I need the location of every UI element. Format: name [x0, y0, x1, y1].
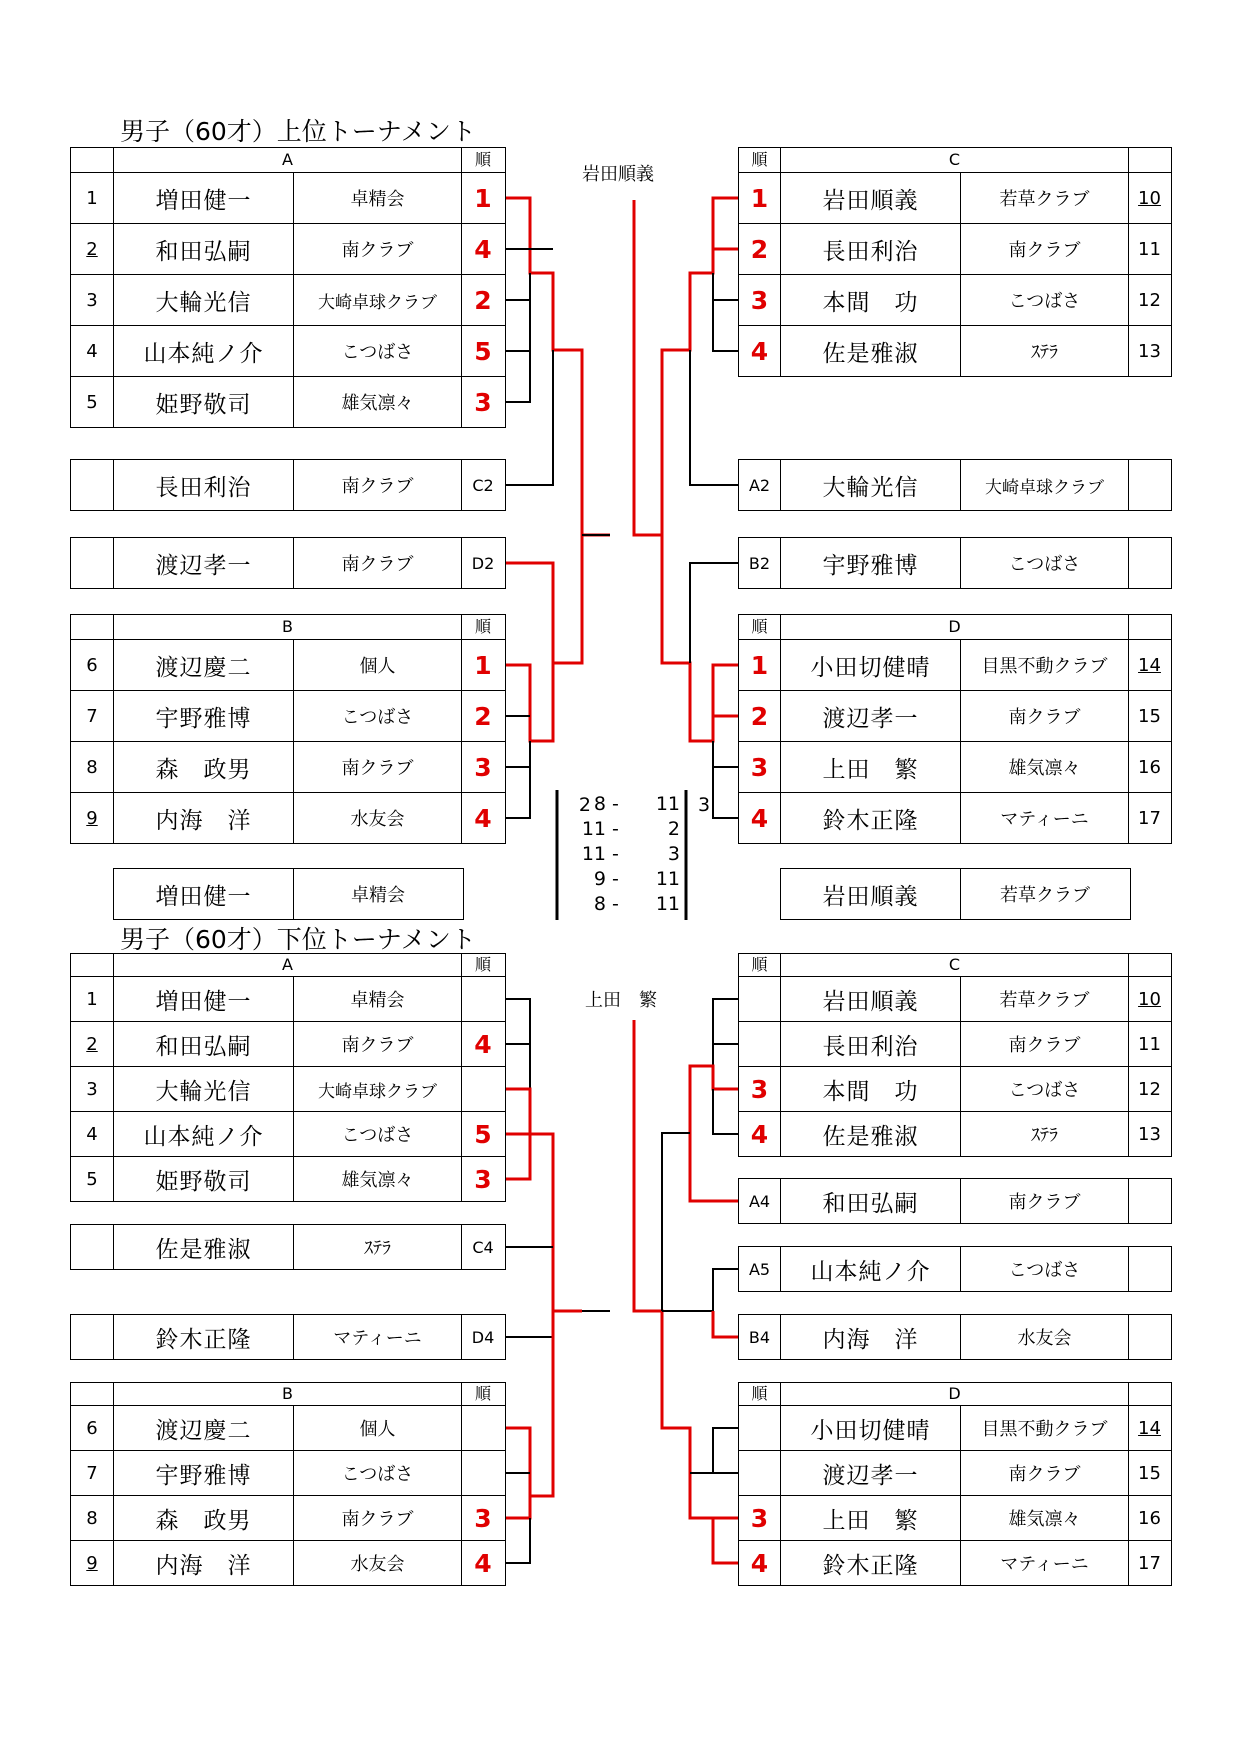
set2-right: 2 [667, 818, 680, 840]
player-name: 長田利治 [114, 460, 294, 510]
player-name: 本間 功 [781, 275, 961, 325]
player-club: 南クラブ [294, 1022, 462, 1066]
player-rank: 3 [739, 1496, 781, 1540]
player-no: 17 [1138, 807, 1161, 829]
player-club: 個人 [294, 1406, 462, 1450]
bracket-line [662, 1133, 690, 1311]
player-rank: 3 [474, 387, 492, 417]
player-name: 佐是雅淑 [781, 326, 961, 376]
player-name: 鈴木正隆 [781, 1541, 961, 1585]
player-rank: 5 [474, 336, 492, 366]
rank-header: 順 [739, 148, 781, 172]
player-no: 8 [71, 742, 114, 792]
player-name: 小田切健晴 [781, 1406, 961, 1450]
bracket-line [713, 1089, 738, 1134]
bracket-line [713, 273, 738, 300]
player-club: 若草クラブ [1000, 885, 1090, 906]
player-name: 長田利治 [781, 224, 961, 274]
player-name: 小田切健晴 [781, 640, 961, 690]
player-name: 大輪光信 [781, 460, 961, 510]
player-club: 目黒不動クラブ [961, 640, 1129, 690]
seed-code: C2 [472, 475, 494, 495]
set3-right: 3 [667, 843, 680, 865]
player-name: 山本純ノ介 [114, 326, 294, 376]
player-name: 姫野敬司 [114, 1157, 294, 1201]
player-rank: 4 [739, 326, 781, 376]
bracket-line [506, 1311, 553, 1496]
bracket-line [713, 767, 738, 818]
bracket-line [506, 1518, 530, 1563]
player-club: こつばさ [961, 1247, 1129, 1291]
player-name: 内海 洋 [114, 1541, 294, 1585]
player-name: 岩田順義 [781, 869, 961, 919]
player-club: こつばさ [294, 691, 462, 741]
group-label: A [114, 148, 462, 172]
player-no: 12 [1138, 289, 1161, 311]
player-name: 和田弘嗣 [114, 1022, 294, 1066]
rank-header: 順 [474, 150, 491, 169]
player-no: 7 [71, 1451, 114, 1495]
player-name: 増田健一 [114, 869, 294, 919]
player-no: 12 [1138, 1078, 1161, 1100]
seed-code: D2 [471, 553, 495, 573]
bracket-line [506, 1089, 582, 1311]
bracket-line [506, 535, 582, 741]
player-no: 11 [1138, 1033, 1161, 1055]
seed-code: C4 [472, 1237, 494, 1257]
player-no: 10 [1138, 187, 1161, 209]
player-no: 16 [1138, 1507, 1161, 1529]
player-rank: 4 [739, 793, 781, 843]
player-club: 水友会 [294, 1541, 462, 1585]
player-club: こつばさ [961, 1067, 1129, 1111]
player-club: 南クラブ [961, 1179, 1129, 1223]
player-name: 佐是雅淑 [781, 1112, 961, 1156]
player-club: 南クラブ [294, 460, 462, 510]
player-rank: 4 [474, 1548, 492, 1578]
group-label: B [114, 1383, 462, 1405]
player-club: 南クラブ [294, 224, 462, 274]
player-club: 南クラブ [294, 1496, 462, 1540]
player-name: 宇野雅博 [114, 691, 294, 741]
player-no: 14 [1138, 1417, 1161, 1439]
player-club: 水友会 [961, 1315, 1129, 1359]
bracket-line [506, 351, 530, 402]
player-no: 2 [71, 224, 114, 274]
player-name: 上田 繁 [781, 742, 961, 792]
player-club: 南クラブ [961, 691, 1129, 741]
player-no: 13 [1138, 1123, 1161, 1145]
player-rank: 4 [739, 1541, 781, 1585]
player-no: 10 [1138, 988, 1161, 1010]
player-name: 岩田順義 [781, 173, 961, 223]
player-club: こつばさ [294, 1451, 462, 1495]
set3-left: 11 [581, 843, 606, 865]
player-no: 1 [71, 977, 114, 1021]
player-name: 渡辺慶二 [114, 640, 294, 690]
player-name: 渡辺慶二 [114, 1406, 294, 1450]
player-club: マティーニ [294, 1315, 462, 1359]
player-rank: 1 [474, 183, 492, 213]
group-label: A [114, 954, 462, 976]
player-club: 目黒不動クラブ [961, 1406, 1129, 1450]
player-no: 6 [71, 640, 114, 690]
player-club: 南クラブ [294, 538, 462, 588]
upper-title: 男子（60才）上位トーナメント [120, 117, 476, 146]
player-rank: 1 [739, 640, 781, 690]
player-rank: 4 [739, 1112, 781, 1156]
player-no: 14 [1138, 654, 1161, 676]
player-club: 南クラブ [961, 1022, 1129, 1066]
bracket-line [506, 767, 530, 818]
player-rank: 3 [474, 1503, 492, 1533]
group-label: D [781, 615, 1129, 639]
set4-dash: - [612, 868, 619, 890]
rank-header: 順 [474, 617, 491, 636]
player-name: 大輪光信 [114, 1067, 294, 1111]
set3-dash: - [612, 843, 619, 865]
player-no: 5 [71, 377, 114, 427]
bracket-line [713, 999, 738, 1044]
player-club: 個人 [294, 640, 462, 690]
bracket-line [506, 300, 530, 351]
player-club: 若草クラブ [961, 977, 1129, 1021]
player-club: マティーニ [961, 793, 1129, 843]
seed-code: A5 [739, 1247, 781, 1291]
bracket-line [713, 716, 738, 741]
bracket-line [713, 300, 738, 351]
player-club: 雄気凛々 [961, 742, 1129, 792]
player-club: 雄気凛々 [294, 377, 462, 427]
player-name: 本間 功 [781, 1067, 961, 1111]
player-name: 鈴木正隆 [114, 1315, 294, 1359]
player-name: 上田 繁 [781, 1496, 961, 1540]
final-sets-left: 2 [578, 794, 591, 816]
player-name: 内海 洋 [114, 793, 294, 843]
player-rank: 1 [474, 650, 492, 680]
player-club: こつばさ [294, 1112, 462, 1156]
player-name: 内海 洋 [781, 1315, 961, 1359]
bracket-line [713, 249, 738, 273]
group-label: C [781, 954, 1129, 976]
bracket-line [713, 1518, 738, 1563]
player-no: 8 [71, 1496, 114, 1540]
player-name: 渡辺孝一 [781, 691, 961, 741]
player-name: 和田弘嗣 [781, 1179, 961, 1223]
bracket-line [713, 1044, 738, 1089]
player-name: 増田健一 [114, 977, 294, 1021]
player-club: 南クラブ [961, 1451, 1129, 1495]
bracket-line [690, 350, 738, 485]
bracket-line [506, 1311, 553, 1337]
player-rank: 2 [474, 285, 492, 315]
set1-dash: - [612, 793, 619, 815]
player-club: こつばさ [961, 538, 1129, 588]
player-name: 長田利治 [781, 1022, 961, 1066]
player-no: 15 [1138, 1462, 1161, 1484]
player-no: 9 [71, 1541, 114, 1585]
player-name: 山本純ノ介 [114, 1112, 294, 1156]
player-no: 15 [1138, 705, 1161, 727]
player-rank: 4 [474, 1029, 492, 1059]
final-sets-right: 3 [698, 794, 711, 816]
bracket-line [713, 1311, 738, 1337]
player-name: 宇野雅博 [781, 538, 961, 588]
player-rank: 5 [474, 1119, 492, 1149]
lower-winner: 上田 繁 [585, 990, 657, 1011]
bracket-line [690, 1428, 738, 1473]
set5-right: 11 [655, 893, 680, 915]
group-label: D [781, 1383, 1129, 1405]
player-no: 4 [71, 326, 114, 376]
player-name: 森 政男 [114, 742, 294, 792]
player-no: 3 [71, 1067, 114, 1111]
player-club: 卓精会 [351, 885, 405, 906]
seed-code: A4 [739, 1179, 781, 1223]
player-no: 1 [71, 173, 114, 223]
player-rank: 3 [739, 275, 781, 325]
player-club: 雄気凛々 [294, 1157, 462, 1201]
player-name: 岩田順義 [781, 977, 961, 1021]
bracket-line [634, 200, 738, 741]
bracket-line [713, 1269, 738, 1337]
player-club: 南クラブ [961, 224, 1129, 274]
player-rank: 2 [739, 691, 781, 741]
player-name: 佐是雅淑 [114, 1225, 294, 1269]
player-club: 雄気凛々 [961, 1496, 1129, 1540]
lower-title: 男子（60才）下位トーナメント [120, 925, 476, 954]
player-name: 和田弘嗣 [114, 224, 294, 274]
seed-code: B2 [739, 538, 781, 588]
bracket-line [506, 1496, 530, 1518]
player-club: ｽﾃﾗ [294, 1225, 462, 1269]
player-no: 7 [71, 691, 114, 741]
player-name: 森 政男 [114, 1496, 294, 1540]
bracket-line [506, 1134, 530, 1179]
bracket-line [506, 273, 530, 300]
player-rank: 3 [474, 752, 492, 782]
player-club: 大崎卓球クラブ [961, 460, 1129, 510]
player-no: 3 [71, 275, 114, 325]
player-club: 水友会 [294, 793, 462, 843]
player-no: 5 [71, 1157, 114, 1201]
player-rank: 3 [474, 1164, 492, 1194]
player-rank: 3 [739, 1067, 781, 1111]
player-rank: 1 [739, 173, 781, 223]
player-rank: 4 [474, 803, 492, 833]
group-label: C [781, 148, 1129, 172]
player-club: こつばさ [294, 326, 462, 376]
seed-code: D4 [471, 1327, 495, 1347]
set1-left: 8 [593, 793, 606, 815]
set2-left: 11 [581, 818, 606, 840]
set5-dash: - [612, 893, 619, 915]
player-club: 大崎卓球クラブ [294, 275, 462, 325]
player-name: 大輪光信 [114, 275, 294, 325]
player-no: 13 [1138, 340, 1161, 362]
player-club: ｽﾃﾗ [961, 326, 1129, 376]
player-club: 南クラブ [294, 742, 462, 792]
player-name: 鈴木正隆 [781, 793, 961, 843]
player-no: 11 [1138, 238, 1161, 260]
player-club: 卓精会 [294, 173, 462, 223]
seed-code: A2 [739, 460, 781, 510]
player-no: 9 [71, 793, 114, 843]
player-club: ｽﾃﾗ [961, 1112, 1129, 1156]
bracket-line [713, 741, 738, 767]
rank-header: 順 [474, 1384, 491, 1403]
player-rank: 2 [474, 701, 492, 731]
bracket-line [506, 741, 530, 767]
player-no: 17 [1138, 1552, 1161, 1574]
player-rank: 2 [739, 224, 781, 274]
player-rank: 4 [474, 234, 492, 264]
player-name: 増田健一 [114, 173, 294, 223]
rank-header: 順 [739, 954, 781, 976]
rank-header: 順 [739, 1383, 781, 1405]
player-name: 渡辺孝一 [114, 538, 294, 588]
player-name: 山本純ノ介 [781, 1247, 961, 1291]
set4-right: 11 [655, 868, 680, 890]
player-club: 卓精会 [294, 977, 462, 1021]
bracket-line [662, 1269, 738, 1311]
player-club: 若草クラブ [961, 173, 1129, 223]
player-no: 6 [71, 1406, 114, 1450]
upper-winner: 岩田順義 [582, 164, 654, 185]
player-club: こつばさ [961, 275, 1129, 325]
bracket-line [634, 1020, 713, 1518]
rank-header: 順 [739, 615, 781, 639]
player-club: 大崎卓球クラブ [294, 1067, 462, 1111]
player-rank: 3 [739, 742, 781, 792]
player-club: マティーニ [961, 1541, 1129, 1585]
player-no: 2 [71, 1022, 114, 1066]
player-no: 4 [71, 1112, 114, 1156]
player-name: 渡辺孝一 [781, 1451, 961, 1495]
player-name: 姫野敬司 [114, 377, 294, 427]
set5-left: 8 [593, 893, 606, 915]
player-no: 16 [1138, 756, 1161, 778]
bracket-line [690, 563, 738, 663]
player-name: 宇野雅博 [114, 1451, 294, 1495]
set4-left: 9 [593, 868, 606, 890]
rank-header: 順 [474, 955, 491, 974]
seed-code: B4 [739, 1315, 781, 1359]
set2-dash: - [612, 818, 619, 840]
set1-right: 11 [655, 793, 680, 815]
bracket-line [506, 563, 553, 663]
group-label: B [114, 615, 462, 639]
